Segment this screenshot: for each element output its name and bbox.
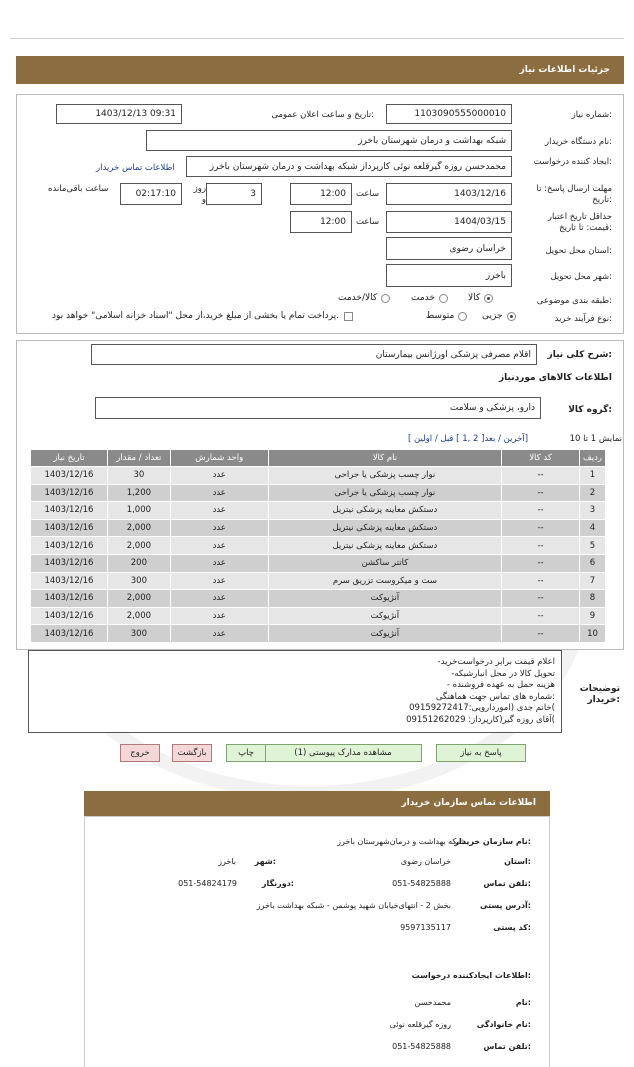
cell-goods-name: کاتتر ساکشن bbox=[268, 554, 502, 572]
print-button[interactable]: چاپ bbox=[226, 744, 266, 762]
creator-family-value: روزه گیرقلعه نوئی bbox=[389, 1020, 451, 1029]
process-label: نوع فرآیند خرید: bbox=[554, 314, 612, 324]
cell-need-date: 1403/12/16 bbox=[31, 607, 108, 625]
goods-info-title: اطلاعات کالاهای موردنیاز bbox=[498, 373, 612, 383]
category-option-service-label: خدمت bbox=[411, 293, 435, 303]
contact-fax-value: 051-54824179 bbox=[178, 879, 237, 888]
cell-unit: عدد bbox=[170, 519, 268, 537]
cell-unit: عدد bbox=[170, 625, 268, 643]
announce-label: تاریخ و ساعت اعلان عمومی: bbox=[271, 110, 374, 120]
contact-city-label: شهر: bbox=[254, 857, 276, 866]
cell-goods-name: دستکش معاینه پزشکی نیتریل bbox=[268, 519, 502, 537]
cell-need-date: 1403/12/16 bbox=[31, 519, 108, 537]
table-row bbox=[31, 590, 606, 608]
contact-address-label: آدرس پستی: bbox=[480, 901, 531, 910]
contact-phone-label: تلفن تماس: bbox=[483, 879, 531, 888]
cell-goods-code: -- bbox=[502, 519, 580, 537]
cell-need-date: 1403/12/16 bbox=[31, 572, 108, 590]
creator-label: ایجاد کننده درخواست: bbox=[533, 157, 612, 167]
announce-field: 1403/12/13 09:31 bbox=[56, 104, 182, 124]
reply-button[interactable]: پاسخ به نیاز bbox=[436, 744, 526, 762]
col-need-date: تاریخ نیاز bbox=[31, 450, 108, 467]
pagination-nav[interactable]: [ آخرین / بعد[ 2 ,1 ] قبل / اولین] bbox=[408, 434, 529, 444]
cell-unit: عدد bbox=[170, 572, 268, 590]
cell-quantity: 2,000 bbox=[107, 537, 170, 555]
remaining-time-field: 02:17:10 bbox=[120, 183, 182, 205]
process-option-minor[interactable] bbox=[482, 311, 516, 321]
cell-quantity: 2,000 bbox=[107, 607, 170, 625]
cell-quantity: 1,000 bbox=[107, 502, 170, 520]
send-time-field: 12:00 bbox=[290, 183, 352, 205]
radio-unselected-icon[interactable] bbox=[458, 312, 467, 321]
cell-unit: عدد bbox=[170, 607, 268, 625]
buyer-org-field: شبکه بهداشت و درمان شهرستان باخرز bbox=[146, 130, 512, 151]
category-label: طبقه بندی موضوعی: bbox=[536, 296, 612, 306]
table-row bbox=[31, 519, 606, 537]
buyer-notes-box bbox=[28, 650, 562, 733]
province-label: استان محل تحویل: bbox=[545, 246, 612, 256]
days-label: روز و bbox=[193, 184, 206, 205]
cell-unit: عدد bbox=[170, 590, 268, 608]
cell-need-date: 1403/12/16 bbox=[31, 590, 108, 608]
treasury-option[interactable] bbox=[52, 311, 353, 321]
note-line: -اعلام قیمت برابر درخواست‌خرید bbox=[437, 657, 555, 667]
cell-goods-name: دستکش معاینه پزشکی نیتریل bbox=[268, 502, 502, 520]
table-row bbox=[31, 572, 606, 590]
validity-date-field: 1404/03/15 bbox=[386, 211, 512, 233]
pagination-showing: نمایش 1 تا 10 bbox=[569, 434, 622, 444]
note-line: آقای روزه گیر(کارپرداز: 09151262029( bbox=[406, 714, 555, 725]
cell-goods-code: -- bbox=[502, 467, 580, 485]
note-line: -تحویل کالا در محل انبارشبکه bbox=[451, 668, 555, 679]
city-label: شهر محل تحویل: bbox=[550, 272, 612, 282]
cell-quantity: 30 bbox=[107, 467, 170, 485]
cell-row-number: 1 bbox=[579, 467, 605, 485]
cell-row-number: 10 bbox=[579, 625, 605, 643]
back-button[interactable]: بازگشت bbox=[172, 744, 212, 762]
note-line: خانم جدی (اموردارویی:09159272417( bbox=[409, 703, 555, 713]
cell-goods-code: -- bbox=[502, 590, 580, 608]
remaining-time-label: ساعت باقی‌مانده bbox=[48, 184, 109, 194]
table-row bbox=[31, 484, 606, 502]
creator-phone-label: تلفن تماس: bbox=[483, 1042, 531, 1051]
category-option-service[interactable] bbox=[411, 293, 448, 303]
cell-need-date: 1403/12/16 bbox=[31, 502, 108, 520]
note-line: - هزینه حمل به عهده فروشنده bbox=[446, 680, 555, 690]
contact-phone-value: 051-54825888 bbox=[392, 879, 451, 888]
table-row bbox=[31, 625, 606, 643]
cell-row-number: 9 bbox=[579, 607, 605, 625]
table-header-row bbox=[31, 450, 606, 467]
cell-unit: عدد bbox=[170, 502, 268, 520]
days-field: 3 bbox=[206, 183, 262, 205]
cell-row-number: 3 bbox=[579, 502, 605, 520]
need-number-label: شماره نیاز: bbox=[571, 110, 612, 120]
table-row bbox=[31, 537, 606, 555]
cell-goods-name: آنژیوکت bbox=[268, 590, 502, 608]
need-number-field: 1103090555000010 bbox=[386, 104, 512, 124]
contact-info-link[interactable]: اطلاعات تماس خریدار bbox=[96, 163, 175, 173]
goods-group-label: گروه کالا: bbox=[568, 405, 612, 415]
cell-unit: عدد bbox=[170, 467, 268, 485]
cell-need-date: 1403/12/16 bbox=[31, 484, 108, 502]
cell-row-number: 4 bbox=[579, 519, 605, 537]
cell-goods-name: آنژیوکت bbox=[268, 607, 502, 625]
contact-org-value: شبکه بهداشت و درمان‌شهرستان باخرز bbox=[337, 837, 466, 846]
cell-goods-code: -- bbox=[502, 537, 580, 555]
cell-unit: عدد bbox=[170, 554, 268, 572]
creator-phone-value: 051-54825888 bbox=[392, 1042, 451, 1051]
top-divider bbox=[10, 38, 624, 39]
cell-goods-code: -- bbox=[502, 484, 580, 502]
radio-selected-icon[interactable] bbox=[484, 294, 493, 303]
contact-city-value: باخرز bbox=[218, 857, 236, 866]
process-option-medium-label: متوسط bbox=[426, 311, 455, 321]
contact-postal-value: 9597135117 bbox=[400, 923, 451, 932]
table-row bbox=[31, 502, 606, 520]
cell-unit: عدد bbox=[170, 537, 268, 555]
page-title-bar bbox=[16, 56, 624, 84]
col-goods-name: نام کالا bbox=[268, 450, 502, 467]
exit-button[interactable]: خروج bbox=[120, 744, 160, 762]
note-line: شماره های تماس جهت هماهنگی: bbox=[435, 691, 555, 702]
contact-address-value: بخش 2 - انتهای‌خیابان شهید پوشمن - شبکه بهداشت باخرز bbox=[256, 901, 451, 910]
cell-row-number: 2 bbox=[579, 484, 605, 502]
cell-unit: عدد bbox=[170, 484, 268, 502]
cell-need-date: 1403/12/16 bbox=[31, 625, 108, 643]
contact-postal-label: کد پستی: bbox=[493, 923, 531, 932]
cell-row-number: 6 bbox=[579, 554, 605, 572]
city-field: باخرز bbox=[386, 264, 512, 287]
treasury-option-label: پرداخت تمام یا بخشی از مبلغ خرید،از محل "اسناد خزانه اسلامی" خواهد بود. bbox=[52, 311, 340, 321]
contact-fax-label: دورنگار: bbox=[261, 879, 294, 888]
creator-family-label: نام خانوادگی: bbox=[476, 1020, 531, 1029]
summary-label: شرح کلی نیاز: bbox=[547, 350, 612, 360]
cell-need-date: 1403/12/16 bbox=[31, 537, 108, 555]
table-row bbox=[31, 467, 606, 485]
cell-goods-code: -- bbox=[502, 502, 580, 520]
goods-group-field: دارو، پزشکی و سلامت bbox=[95, 397, 541, 419]
category-option-goods[interactable] bbox=[468, 293, 493, 303]
col-row: ردیف bbox=[579, 450, 605, 467]
radio-unselected-icon[interactable] bbox=[381, 294, 390, 303]
validity-label: حداقل تاریخ اعتبار قیمت: تا تاریخ: bbox=[547, 212, 612, 233]
cell-goods-code: -- bbox=[502, 572, 580, 590]
summary-field: اقلام مصرفی پزشکی اورژانس بیمارستان bbox=[91, 344, 537, 365]
radio-selected-icon[interactable] bbox=[507, 312, 516, 321]
page-title: جزئیات اطلاعات نیاز bbox=[519, 65, 610, 75]
contact-org-label: نام سازمان خریدار: bbox=[454, 837, 531, 846]
process-option-minor-label: جزیی bbox=[482, 311, 503, 321]
cell-row-number: 8 bbox=[579, 590, 605, 608]
cell-quantity: 1,200 bbox=[107, 484, 170, 502]
creator-field: محمدحسن روزه گیرقلعه نوئی کارپرداز شبکه بهداشت و درمان شهرستان باخرز bbox=[186, 156, 512, 177]
process-option-medium[interactable] bbox=[426, 311, 467, 321]
cell-quantity: 2,000 bbox=[107, 519, 170, 537]
table-row bbox=[31, 607, 606, 625]
cell-quantity: 300 bbox=[107, 572, 170, 590]
buyer-org-label: نام دستگاه خریدار: bbox=[545, 137, 612, 147]
cell-goods-code: -- bbox=[502, 554, 580, 572]
cell-quantity: 2,000 bbox=[107, 590, 170, 608]
cell-goods-name: ست و میکروست تزریق سرم bbox=[268, 572, 502, 590]
checkbox-icon[interactable] bbox=[344, 312, 353, 321]
contact-province-label: استان: bbox=[504, 857, 531, 866]
cell-goods-name: دستکش معاینه پزشکی نیتریل bbox=[268, 537, 502, 555]
buyer-notes-label: توضیحات خریدار: bbox=[579, 684, 620, 705]
validity-time-label: ساعت bbox=[356, 217, 380, 227]
contact-title: اطلاعات تماس سازمان خریدار bbox=[401, 798, 536, 808]
province-field: خراسان رضوی bbox=[386, 237, 512, 260]
col-goods-code: کد کالا bbox=[502, 450, 580, 467]
send-time-label: ساعت bbox=[356, 189, 380, 199]
send-deadline-label: مهلت ارسال پاسخ: تا تاریخ: bbox=[536, 184, 612, 205]
validity-time-field: 12:00 bbox=[290, 211, 352, 233]
cell-need-date: 1403/12/16 bbox=[31, 467, 108, 485]
cell-goods-name: نوار چسب پزشکی یا جراحی bbox=[268, 484, 502, 502]
category-option-both-label: کالا/خدمت bbox=[338, 293, 378, 303]
cell-need-date: 1403/12/16 bbox=[31, 554, 108, 572]
cell-goods-name: آنژیوکت bbox=[268, 625, 502, 643]
cell-goods-code: -- bbox=[502, 625, 580, 643]
send-date-field: 1403/12/16 bbox=[386, 183, 512, 205]
creator-name-value: محمدحسن bbox=[414, 998, 451, 1007]
creator-info-title: اطلاعات ایجادکننده درخواست: bbox=[411, 971, 531, 980]
cell-quantity: 200 bbox=[107, 554, 170, 572]
category-option-goods-label: کالا bbox=[468, 293, 481, 303]
col-quantity: تعداد / مقدار bbox=[107, 450, 170, 467]
goods-table bbox=[30, 449, 606, 643]
cell-row-number: 7 bbox=[579, 572, 605, 590]
creator-name-label: نام: bbox=[515, 998, 531, 1007]
cell-row-number: 5 bbox=[579, 537, 605, 555]
table-row bbox=[31, 554, 606, 572]
contact-province-value: خراسان رضوی bbox=[400, 857, 451, 866]
radio-unselected-icon[interactable] bbox=[439, 294, 448, 303]
contact-title-bar bbox=[84, 791, 550, 816]
contact-panel bbox=[84, 816, 550, 1067]
col-unit: واحد شمارش bbox=[170, 450, 268, 467]
category-option-both[interactable] bbox=[338, 293, 390, 303]
cell-goods-code: -- bbox=[502, 607, 580, 625]
cell-goods-name: نوار چسب پزشکی یا جراحی bbox=[268, 467, 502, 485]
attachments-button[interactable]: مشاهده مدارک پیوستی (1) bbox=[264, 744, 422, 762]
cell-quantity: 300 bbox=[107, 625, 170, 643]
